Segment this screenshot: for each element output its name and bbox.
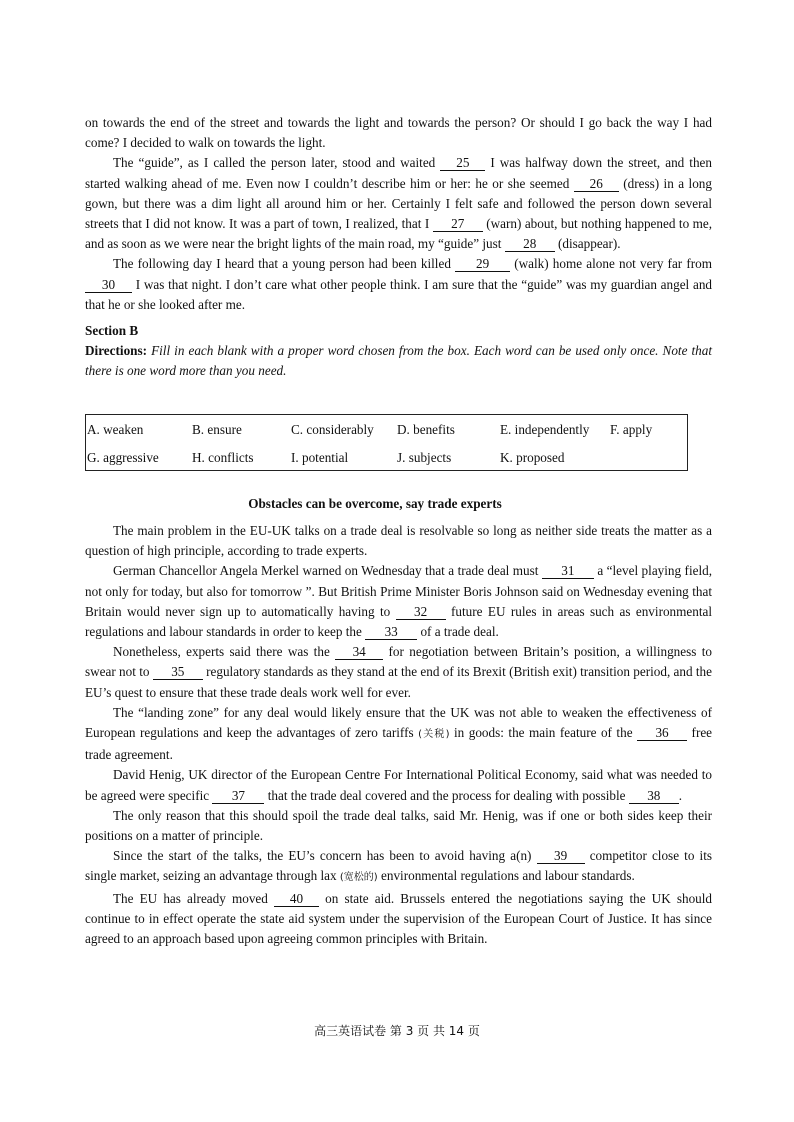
paragraph: Since the start of the talks, the EU’s concern has been to avoid having a(n) 39 competitor close to its single market, seizing an advantage through lax (宽松的) environmental regulations and labour standards. (85, 848, 713, 884)
blank-25: 25 (440, 155, 485, 171)
paragraph: David Henig, UK director of the European Centre For International Political Economy, said what was needed to be agreed were specific 37 that the trade deal covered and the process for dealing with possible 38 . (85, 767, 712, 803)
paragraph: German Chancellor Angela Merkel warned on Wednesday that a trade deal must 31 a “level playing field, not only for today, but also for tomorrow ”. But British Prime Minister Boris Johnson said on Wednesday evening that Britain would never sign up to automatically having to 32 future EU rules in areas such as environmental regulations and labour standards in order to keep the 33 of a trade deal. (85, 563, 713, 640)
directions: Directions: Fill in each blank with a proper word chosen from the box. Each word can be used only once. Note that there is one word more than you need. (85, 343, 712, 379)
gloss: (宽松的) (339, 872, 378, 884)
paragraph: The EU has already moved 40 on state aid. Brussels entered the negotiations saying the UK should continue to in effect operate the state aid system under the supervision of the European Court of Justice. It has since agreed to an approach based upon agreeing common principles with Britain. (85, 890, 713, 947)
blank-34: 34 (335, 644, 383, 660)
blank-26: 26 (574, 176, 619, 192)
blank-39: 39 (537, 848, 585, 864)
paragraph: The “landing zone” for any deal would likely ensure that the UK was not able to weaken the effectiveness of European regulations and keep the advantages of zero tariffs (关税) in goods: the main feature of the 36 free trade agreement. (85, 704, 713, 763)
word-option: F. apply (610, 422, 653, 437)
word-option: A. weaken (87, 422, 144, 437)
blank-32: 32 (396, 604, 446, 620)
paragraph: The following day I heard that a young person had been killed 29 (walk) home alone not very far from 30 I was that night. I don’t care what other people think. I am sure that the “guide” was my guardian angel and that he or she looked after me. (85, 256, 713, 312)
paragraph: The only reason that this should spoil the trade deal talks, said Mr. Henig, was if one or both sides keep their positions on a matter of principle. (85, 807, 712, 844)
blank-38: 38 (629, 788, 679, 804)
paragraph: The “guide”, as I called the person later, stood and waited 25 I was halfway down the street, and then started walking ahead of me. Even now I couldn’t describe him or her: he or she seemed 26 (dress) in a long gown, but there was a dim light all around him or her. Certainly I felt safe and followed the person down several streets that I did not know. It was a part of town, I realized, that I 27 (warn) about, but nothing happened to me, and as soon as we were near the bright lights of the main road, my “guide” just 28 (disappear). (85, 155, 713, 252)
section-title: Section B (85, 323, 139, 339)
word-option: I. potential (291, 450, 349, 465)
article-body (85, 521, 712, 949)
blank-35: 35 (153, 664, 203, 680)
blank-29: 29 (455, 256, 510, 272)
paragraph: The main problem in the EU-UK talks on a trade deal is resolvable so long as neither side treats the matter as a question of high principle, according to trade experts. (85, 523, 712, 559)
gloss: (关税) (418, 729, 450, 741)
word-option: K. proposed (500, 450, 565, 465)
word-option: E. independently (500, 422, 590, 437)
word-option: D. benefits (397, 422, 455, 437)
blank-33: 33 (365, 624, 417, 640)
word-option: C. considerably (291, 422, 374, 437)
page-footer: 高三英语试卷 第 3 页 共 14 页 (314, 1024, 480, 1038)
blank-36: 36 (637, 725, 687, 741)
page-content (85, 113, 713, 947)
word-option: G. aggressive (87, 450, 159, 465)
blank-37: 37 (212, 788, 264, 804)
blank-40: 40 (274, 891, 319, 907)
word-option: B. ensure (192, 422, 242, 437)
paragraph: Nonetheless, experts said there was the 34 for negotiation between Britain’s position, a willingness to swear not to 35 regulatory standards as they stand at the end of its Brexit (British exit) transition period, and the EU’s quest to ensure that these trade deals work well for ever. (85, 644, 713, 700)
paragraph: on towards the end of the street and towards the light and towards the person? Or should I go back the way I had come? I decided to walk on towards the light. (85, 115, 712, 151)
blank-28: 28 (505, 236, 555, 252)
blank-30: 30 (85, 277, 132, 293)
article-title: Obstacles can be overcome, say trade experts (248, 496, 502, 511)
blank-27: 27 (433, 216, 483, 232)
word-option: H. conflicts (192, 450, 254, 465)
word-box-row (86, 448, 687, 468)
word-option: J. subjects (397, 450, 452, 465)
word-box-row (86, 420, 687, 440)
word-box (85, 414, 688, 471)
blank-31: 31 (542, 563, 594, 579)
